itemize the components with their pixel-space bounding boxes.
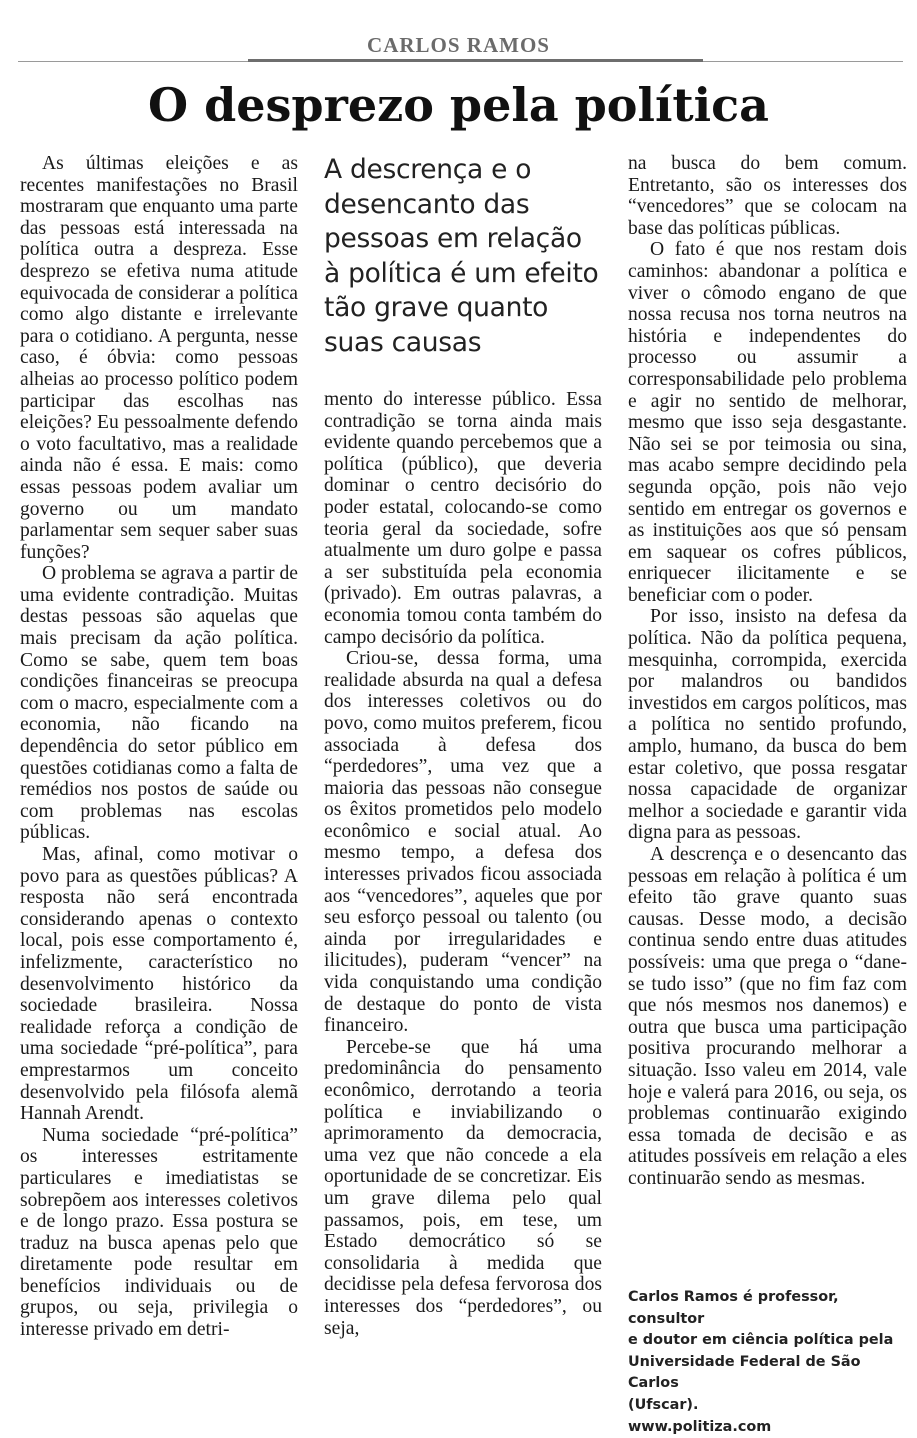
author-website: www.politiza.com <box>628 1418 772 1435</box>
bio-line: Carlos Ramos é professor, consultor <box>628 1289 839 1327</box>
header-rule <box>18 61 903 62</box>
paragraph: O problema se agrava a partir de uma evidente contradição. Muitas destas pessoas são aquelas que mais precisam da ação política. Como se sabe, quem tem boas condições financeiras se preocupa com o macro, especialmente com a economia, não ficando na dependência do setor público em questões cotidianas como a falta de remédios nos postos de saúde ou com problemas nas escolas públicas. <box>20 563 298 844</box>
paragraph: Numa sociedade “pré-política” os interesses estritamente particulares e imediatistas se sobrepõem aos interesses coletivos e de longo prazo. Essa postura se traduz na busca apenas pelo que diretamente pode resultar em benefícios individuais ou de grupos, ou seja, privilegia o interesse privado em detri- <box>20 1124 298 1341</box>
article-column-1 <box>20 153 298 1341</box>
author-bio <box>628 1287 913 1438</box>
paragraph: A descrença e o desencanto das pessoas em relação à política é um efeito tão grave quanto suas causas. Desse modo, a decisão continua sendo entre duas atitudes possíveis: uma que prega o “dane-se tudo isso” (que no fim faz com que nós mesmos nos danemos) e outra que busca uma participação positiva procurando melhorar a situação. Isso valeu em 2014, vale hoje e valerá para 2016, ou seja, os problemas continuarão exigindo essa tomada de decisão e as atitudes possíveis em relação a eles continuarão sendo as mesmas. <box>628 844 907 1189</box>
bio-line: e doutor em ciência política pela <box>628 1332 894 1349</box>
header-rule-accent <box>248 59 703 62</box>
paragraph: Criou-se, dessa forma, uma realidade absurda na qual a defesa dos interesses coletivos ou do povo, como muitos preferem, ficou associada à defesa dos “perdedores”, uma vez que a maioria das pessoas não consegue os êxitos prometidos pelo modelo econômico e social atual. Ao mesmo tempo, a defesa dos interesses privados ficou associada aos “vencedores”, aqueles que por seu esforço pessoal ou talento (ou ainda por irregularidades e ilicitudes), puderam “vencer” na vida conquistando uma condição de destaque do ponto de vista financeiro. <box>324 648 602 1037</box>
pull-quote: A descrença e o desencanto das pessoas em relação à política é um efeito tão grave quanto suas causas <box>324 154 599 358</box>
article-column-2 <box>324 389 602 1339</box>
paragraph: Mas, afinal, como motivar o povo para as questões públicas? A resposta não será encontrada considerando apenas o contexto local, pois esse comportamento é, infelizmente, característico no desenvolvimento histórico da sociedade brasileira. Nossa realidade reforça a condição de uma sociedade “pré-política”, para emprestarmos um conceito desenvolvido pela filósofa alemã Hannah Arendt. <box>20 844 298 1125</box>
paragraph: na busca do bem comum. Entretanto, são os interesses dos “vencedores” que se colocam na base das políticas públicas. <box>628 153 907 239</box>
paragraph: O fato é que nos restam dois caminhos: abandonar a política e viver o cômodo engano de que nossa recusa nos torna neutros na história e independentes do processo ou assumir a corresponsabilidade pelo problema e agir no sentido de melhorar, mesmo que isso seja desgastante. Não sei se por teimosia ou sina, mas acabo sempre decidindo pela segunda opção, pois não vejo sentido em entregar os governos e as instituições aos que só pensam em saquear os cofres públicos, enriquecer ilicitamente e se beneficiar com o poder. <box>628 239 907 606</box>
bio-line: Universidade Federal de São Carlos <box>628 1353 861 1392</box>
article-column-3 <box>628 153 907 1190</box>
paragraph: As últimas eleições e as recentes manifestações no Brasil mostraram que enquanto uma parte das pessoas está interessada na política outra a despreza. Esse desprezo se efetiva numa atitude equivocada de considerar a política como algo distante e irrelevante para o cotidiano. A pergunta, nesse caso, é óbvia: como pessoas alheias ao processo político podem participar das escolhas nas eleições? Eu pessoalmente defendo o voto facultativo, mas a realidade ainda não é essa. E mais: como essas pessoas podem avaliar um governo ou um mandato parlamentar sem sequer saber suas funções? <box>20 153 298 563</box>
author-tag: CARLOS RAMOS <box>367 33 550 57</box>
paragraph: mento do interesse público. Essa contradição se torna ainda mais evidente quando percebemos que a política (público), que deveria dominar o centro decisório do poder estatal, colocando-se como teoria geral da sociedade, sofre atualmente um duro golpe e passa a ser substituída pela economia (privado). Em outras palavras, a economia tomou conta também do campo decisório da política. <box>324 389 602 648</box>
bio-line: (Ufscar). <box>628 1396 699 1413</box>
headline: O desprezo pela política <box>148 78 769 132</box>
paragraph: Por isso, insisto na defesa da política. Não da política pequena, mesquinha, corrompida, exercida por malandros ou bandidos investidos em cargos políticos, mas a política no sentido profundo, amplo, humano, da busca do bem estar coletivo, que possa resgatar nossa capacidade de organizar melhor a sociedade e garantir vida digna para as pessoas. <box>628 606 907 844</box>
paragraph: Percebe-se que há uma predominância do pensamento econômico, derrotando a teoria política e inviabilizando o aprimoramento da democracia, uma vez que não concede a ela oportunidade de se concretizar. Eis um grave dilema pelo qual passamos, pois, em tese, um Estado democrático só se consolidaria à medida que decidisse pela defesa fervorosa dos interesses dos “perdedores”, ou seja, <box>324 1036 602 1339</box>
